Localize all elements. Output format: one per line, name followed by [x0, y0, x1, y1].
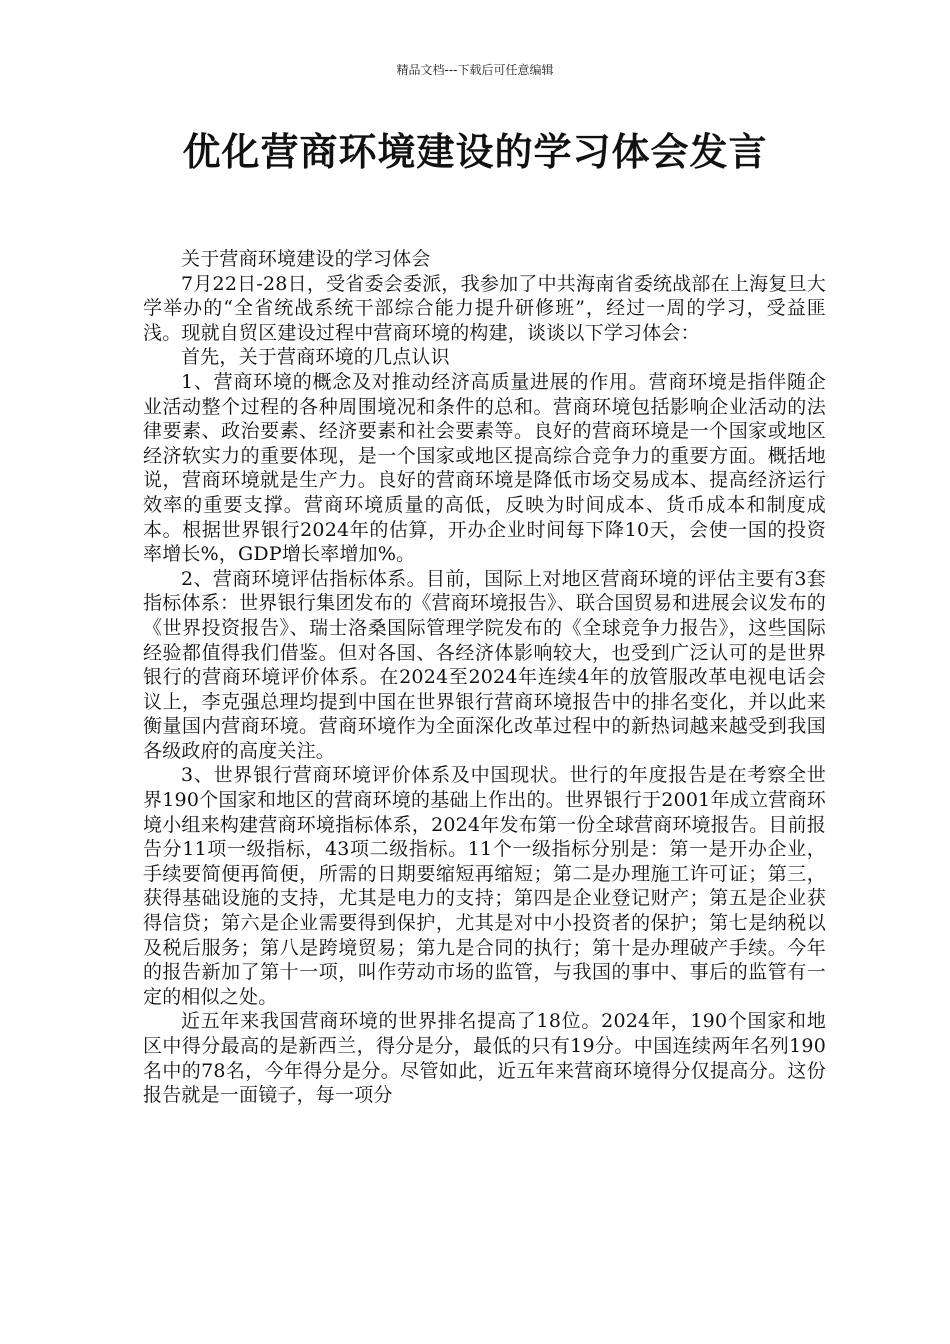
header-note: 精品文档---下载后可任意编辑	[396, 63, 554, 77]
paragraph: 2、营商环境评估指标体系。目前，国际上对地区营商环境的评估主要有3套指标体系：世界银行集团发布的《营商环境报告》、联合国贸易和进展会议发布的《世界投资报告》、瑞士洛桑国际管理学院发布的《全球竞争力报告》，这些国际经验都值得我们借鉴。但对各国、各经济体影响较大，也受到广泛认可的是世界银行的营商环境评价体系。在2024至2024年连续4年的放管服改革电视电话会议上，李克强总理均提到中国在世界银行营商环境报告中的排名变化，并以此来衡量国内营商环境。营商环境作为全面深化改革过程中的新热词越来越受到我国各级政府的高度关注。	[143, 567, 826, 762]
paragraph: 7月22日-28日，受省委会委派，我参加了中共海南省委统战部在上海复旦大学举办的“全省统战系统干部综合能力提升研修班”，经过一周的学习，受益匪浅。现就自贸区建设过程中营商环境的构建，谈谈以下学习体会：	[143, 272, 826, 344]
document-title: 优化营商环境建设的学习体会发言	[182, 130, 768, 174]
document-body	[143, 247, 826, 1108]
paragraph: 首先，关于营商环境的几点认识	[181, 346, 450, 369]
paragraph: 1、营商环境的概念及对推动经济高质量进展的作用。营商环境是指伴随企业活动整个过程的各种周围境况和条件的总和。营商环境包括影响企业活动的法律要素、政治要素、经济要素和社会要素等。良好的营商环境是一个国家或地区经济软实力的重要体现，是一个国家或地区提高综合竞争力的重要方面。概括地说，营商环境就是生产力。良好的营商环境是降低市场交易成本、提高经济运行效率的重要支撑。营商环境质量的高低，反映为时间成本、货币成本和制度成本。根据世界银行2024年的估算，开办企业时间每下降10天，会使一国的投资率增长%，GDP增长率增加%。	[143, 370, 826, 566]
paragraph: 3、世界银行营商环境评价体系及中国现状。世行的年度报告是在考察全世界190个国家和地区的营商环境的基础上作出的。世界银行于2001年成立营商环境小组来构建营商环境指标体系，2024年发布第一份全球营商环境报告。目前报告分11项一级指标，43项二级指标。11个一级指标分别是：第一是开办企业，手续要简便再简便，所需的日期要缩短再缩短；第二是办理施工许可证；第三，获得基础设施的支持，尤其是电力的支持；第四是企业登记财产；第五是企业获得信贷；第六是企业需要得到保护，尤其是对中小投资者的保护；第七是纳税以及税后服务；第八是跨境贸易；第九是合同的执行；第十是办理破产手续。今年的报告新加了第十一项，叫作劳动市场的监管，与我国的事中、事后的监管有一定的相似之处。	[143, 764, 826, 1008]
paragraph: 近五年来我国营商环境的世界排名提高了18位。2024年，190个国家和地区中得分最高的是新西兰，得分是分，最低的只有19分。中国连续两年名列190名中的78名，今年得分是分。尽管如此，近五年来营商环境得分仅提高分。这份报告就是一面镜子，每一项分	[143, 1010, 826, 1107]
paragraph: 关于营商环境建设的学习体会	[181, 248, 431, 270]
